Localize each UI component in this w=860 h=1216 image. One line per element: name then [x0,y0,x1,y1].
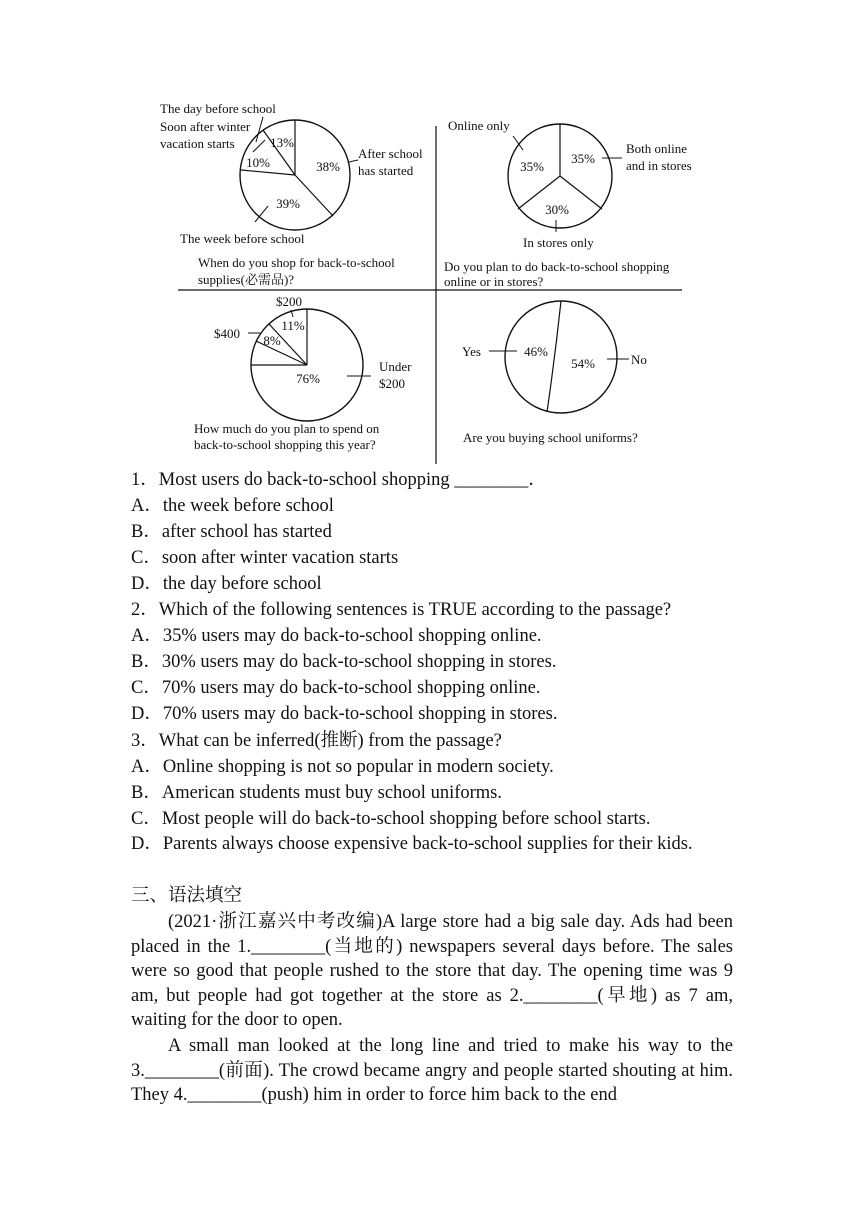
question-1-stem: 1．Most users do back-to-school shopping ________． [131,470,547,490]
callout-label: vacation starts [160,136,235,151]
callout-line [349,160,358,162]
pie-outline-uniforms [505,301,617,413]
slice-label: 10% [246,155,270,170]
question-3-option-a[interactable]: A．Online shopping is not so popular in modern society. [131,757,554,777]
question-3-option-c[interactable]: C．Most people will do back-to-school shopping before school starts. [131,809,651,829]
slice-label: 13% [270,135,294,150]
callout-label: $200 [379,376,405,391]
slice-label: 76% [296,371,320,386]
callout-line [513,136,523,150]
pie-chart-uniforms [462,301,647,445]
question-2-option-d[interactable]: D．70% users may do back-to-school shopping in stores. [131,704,558,724]
slice-edge [547,301,561,412]
slice-label: 8% [263,333,281,348]
chart-question: Are you buying school uniforms? [463,430,638,445]
chart-question: supplies(必需品)? [198,272,295,287]
slice-edge [295,175,333,216]
question-1-option-c[interactable]: C．soon after winter vacation starts [131,548,399,568]
question-1-option-a[interactable]: A．the week before school [131,496,334,516]
slice-label: 39% [276,196,300,211]
callout-label: Yes [462,344,481,359]
callout-label: Online only [448,118,510,133]
chart-question: When do you shop for back-to-school [198,255,395,270]
callout-label: Both online [626,141,688,156]
callout-label: $400 [214,326,240,341]
callout-label: Soon after winter [160,119,251,134]
callout-label: The day before school [160,101,276,116]
slice-label: 54% [571,356,595,371]
question-1-option-d[interactable]: D．the day before school [131,574,322,594]
slice-label: 38% [316,159,340,174]
slice-label: 35% [571,151,595,166]
callout-label: and in stores [626,158,692,173]
slice-label: 11% [281,318,305,333]
question-3-stem: 3．What can be inferred(推断) from the passage? [131,731,502,751]
question-2-stem: 2．Which of the following sentences is TRUE according to the passage? [131,600,672,620]
callout-label: In stores only [523,235,594,250]
chart-question: online or in stores? [444,274,544,289]
callout-line [256,117,263,142]
callout-label: Under [379,359,412,374]
passage-paragraph-1: (2021·浙江嘉兴中考改编)A large store had a big sale day. Ads had been placed in the 1.________(当地的) newspapers several days before. The sales were so good that people rushed to the store that day. The opening time was 9 am, but people had got together at the store as 2.________(早地) as 7 am, waiting for the door to open. [131,912,733,1030]
slice-label: 35% [520,159,544,174]
survey-charts-svg [150,92,710,464]
question-2-option-b[interactable]: B．30% users may do back-to-school shopping in stores. [131,652,557,672]
passage-paragraph-2: A small man looked at the long line and tried to make his way to the 3.________(前面). The crowd became angry and people started shouting at him. They 4.________(push) him in order to force him back to the end [131,1036,733,1105]
chart-question: back-to-school shopping this year? [194,437,376,452]
pie-chart-timing [160,101,423,287]
chart-question: Do you plan to do back-to-school shopping [444,259,670,274]
pie-chart-spending [194,294,412,452]
question-2-option-a[interactable]: A．35% users may do back-to-school shopping online. [131,626,542,646]
question-1-option-b[interactable]: B．after school has started [131,522,332,542]
callout-label: After school [358,146,423,161]
callout-line [253,140,265,152]
callout-label: has started [358,163,414,178]
slice-label: 30% [545,202,569,217]
callout-label: No [631,352,647,367]
slice-edge [241,170,295,175]
callout-label: $200 [276,294,302,309]
question-2-option-c[interactable]: C．70% users may do back-to-school shopping online. [131,678,541,698]
question-3-option-b[interactable]: B．American students must buy school uniforms. [131,783,502,803]
section-heading: 三、语法填空 [131,886,243,906]
survey-figure [150,92,710,464]
callout-label: The week before school [180,231,305,246]
question-3-option-d[interactable]: D．Parents always choose expensive back-to-school supplies for their kids. [131,834,693,854]
slice-label: 46% [524,344,548,359]
pie-chart-channel [444,118,692,289]
chart-question: How much do you plan to spend on [194,421,380,436]
